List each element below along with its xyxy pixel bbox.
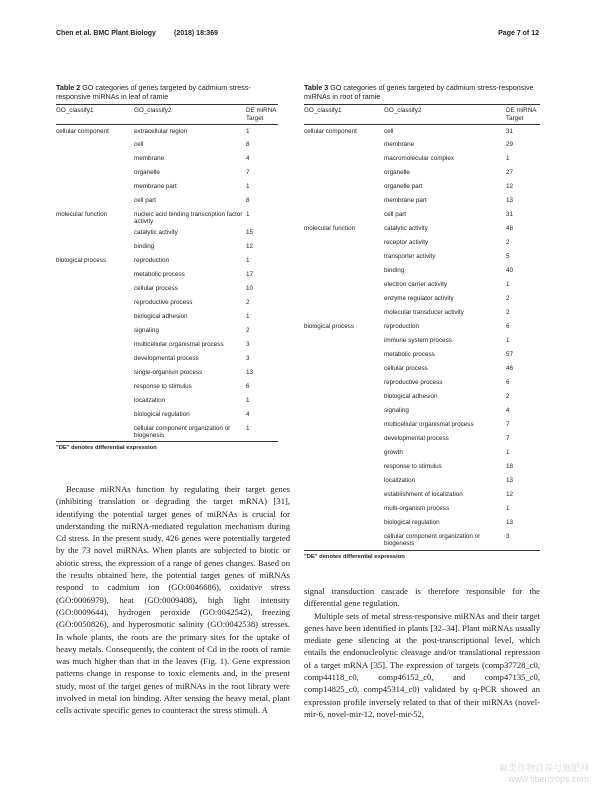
- table-2-header-row: [56, 105, 278, 124]
- table-cell: biological regulation: [134, 410, 190, 418]
- table-cell: [56, 380, 134, 394]
- table-cell: 6: [506, 323, 510, 331]
- table-cell: [304, 166, 384, 180]
- table-cell: signaling: [134, 326, 159, 334]
- watermark: [499, 763, 589, 785]
- table-cell: reproduction: [134, 256, 170, 264]
- table-cell: receptor activity: [384, 239, 429, 247]
- table-cell: organelle: [134, 169, 160, 177]
- table-cell: [304, 250, 384, 264]
- table-row: [56, 208, 278, 225]
- table-cell: [56, 352, 134, 366]
- page-number: Page 7 of 12: [498, 30, 539, 37]
- table-cell: reproductive process: [384, 379, 443, 387]
- table-cell: 2: [506, 309, 510, 317]
- table-cell: 1: [246, 396, 250, 404]
- table-cell: 1: [246, 211, 250, 219]
- table-cell: 3: [246, 354, 250, 362]
- table-cell: 2: [246, 326, 250, 334]
- table-cell: [304, 516, 384, 530]
- table-cell: 6: [246, 382, 250, 390]
- table-header-cell: GO_classify1: [304, 105, 384, 124]
- table-cell: cell part: [384, 211, 407, 219]
- table-cell: [56, 180, 134, 194]
- table-row: [56, 296, 278, 310]
- table-cell: 10: [246, 284, 254, 292]
- table-row: [56, 254, 278, 268]
- table-cell: establishment of localization: [384, 491, 463, 499]
- table-cell: [56, 152, 134, 166]
- table-header-cell: GO_classify2: [134, 105, 246, 124]
- table-3-header-row: [304, 105, 540, 124]
- table-row: [304, 432, 540, 446]
- table-cell: response to stimulus: [384, 463, 442, 471]
- table-cell: 1: [506, 155, 510, 163]
- table-cell: immune system process: [384, 337, 452, 345]
- table-row: [304, 530, 540, 550]
- table-cell: [304, 306, 384, 320]
- table-cell: 13: [506, 197, 514, 205]
- table-cell: enzyme regulator activity: [384, 295, 454, 303]
- table-cell: membrane part: [134, 183, 177, 191]
- table-2-grid: [56, 104, 278, 442]
- table-cell: [304, 264, 384, 278]
- table-cell: 13: [506, 519, 514, 527]
- table-cell: [56, 138, 134, 152]
- table-row: [56, 226, 278, 240]
- table-cell: 29: [506, 141, 514, 149]
- table-row: [56, 380, 278, 394]
- table-cell: 18: [506, 463, 514, 471]
- table-cell: 4: [246, 410, 250, 418]
- table-cell: [56, 422, 134, 442]
- table-row: [304, 334, 540, 348]
- table-cell: 2: [506, 239, 510, 247]
- table-cell: 2: [506, 393, 510, 401]
- table-cell: 31: [506, 127, 514, 135]
- table-cell: 2: [246, 298, 250, 306]
- table-cell: [304, 530, 384, 550]
- table-row: [304, 362, 540, 376]
- table-cell: membrane: [384, 141, 415, 149]
- table-row: [304, 208, 540, 222]
- table-cell: [304, 460, 384, 474]
- table-cell: 8: [246, 197, 250, 205]
- table-cell: [304, 278, 384, 292]
- page-header: [56, 30, 539, 44]
- table-cell: [56, 226, 134, 240]
- table-cell: 13: [246, 368, 254, 376]
- running-head-citation: (2018) 18:369: [174, 30, 218, 37]
- table-row: [304, 194, 540, 208]
- table-cell: 1: [246, 312, 250, 320]
- table-row: [56, 282, 278, 296]
- table-row: [304, 474, 540, 488]
- table-cell: [304, 376, 384, 390]
- table-row: [56, 310, 278, 324]
- table-cell: 57: [506, 351, 514, 359]
- table-cell: 31: [506, 211, 514, 219]
- table-cell: 13: [506, 477, 514, 485]
- table-cell: 1: [506, 505, 510, 513]
- table-cell: cellular component: [56, 127, 109, 135]
- running-head-authors: Chen et al. BMC Plant Biology: [56, 30, 156, 37]
- table-cell: macromolecular complex: [384, 155, 454, 163]
- table-cell: [304, 446, 384, 460]
- table-row: [304, 292, 540, 306]
- table-cell: 3: [246, 340, 250, 348]
- table-cell: 27: [506, 169, 514, 177]
- table-row: [56, 338, 278, 352]
- table-cell: 8: [246, 141, 250, 149]
- body-column-left: [56, 483, 290, 717]
- table-cell: cellular component organization or biogenesis: [134, 422, 246, 442]
- table-row: [304, 460, 540, 474]
- table-cell: reproduction: [384, 323, 420, 331]
- table-cell: metabolic process: [134, 270, 185, 278]
- table-row: [304, 376, 540, 390]
- table-cell: nucleic acid binding transcription factor activity: [134, 211, 243, 226]
- table-cell: 17: [246, 270, 254, 278]
- table-cell: electron carrier activity: [384, 281, 447, 289]
- table-header-cell: DE miRNA Target: [246, 105, 278, 124]
- table-cell: [56, 324, 134, 338]
- body-paragraph: signal transduction cascade is therefore responsible for the differential gene regulation.: [304, 586, 540, 609]
- body-paragraph: Multiple sets of metal stress-responsive miRNAs and their target genes have been identified in plants [32–34]. Plant miRNAs usually mediate gene silencing at the post-transcriptional level, which entails the endonucleolytic cleavage and/or translational repression of a target mRNA [35]. The expression of targets (comp37728_c0, comp44118_c0, comp46152_c0, and comp47135_c0, comp14825_c0, comp45314_c0) validated by q-PCR showed an expression profile inversely related to that of their miRNAs (novel-mir-6, novel-mir-12, novel-mir-52,: [304, 610, 540, 719]
- table-row: [304, 236, 540, 250]
- table-header-cell: DE miRNA Target: [506, 105, 540, 124]
- table-cell: molecular function: [304, 225, 356, 233]
- table-3-grid: [304, 104, 540, 550]
- table-cell: molecular function: [56, 211, 108, 219]
- table-cell: [304, 390, 384, 404]
- table-cell: [304, 208, 384, 222]
- table-cell: [56, 282, 134, 296]
- table-cell: 1: [506, 449, 510, 457]
- table-cell: molecular transducer activity: [384, 309, 464, 317]
- table-row: [56, 240, 278, 254]
- table-row: [56, 194, 278, 208]
- table-cell: [56, 296, 134, 310]
- table-row: [304, 390, 540, 404]
- table-cell: extracellular region: [134, 127, 188, 135]
- table-cell: 48: [506, 225, 514, 233]
- table-cell: cell part: [134, 197, 157, 205]
- table-cell: [304, 292, 384, 306]
- table-cell: [56, 268, 134, 282]
- table-cell: cellular process: [384, 365, 428, 373]
- table-row: [56, 366, 278, 380]
- table-cell: 40: [506, 267, 514, 275]
- table-row: [56, 180, 278, 194]
- table-cell: localization: [384, 477, 416, 485]
- table-cell: 5: [506, 253, 510, 261]
- table-cell: [304, 404, 384, 418]
- table-3-caption: [304, 84, 540, 101]
- table-cell: biological process: [304, 323, 355, 331]
- table-row: [304, 180, 540, 194]
- table-cell: membrane: [134, 155, 165, 163]
- table-cell: [56, 240, 134, 254]
- table-cell: multicellular organismal process: [134, 340, 224, 348]
- table-2: [56, 84, 278, 452]
- table-row: [56, 324, 278, 338]
- table-cell: 1: [506, 337, 510, 345]
- table-cell: organelle: [384, 169, 410, 177]
- table-cell: [304, 194, 384, 208]
- table-2-body: [56, 124, 278, 441]
- table-row: [304, 446, 540, 460]
- table-3-body: [304, 124, 540, 550]
- table-row: [304, 278, 540, 292]
- table-row: [304, 138, 540, 152]
- table-row: [304, 320, 540, 334]
- table-2-caption-text: GO categories of genes targeted by cadmium stress-responsive miRNAs in leaf of ramie: [56, 83, 251, 101]
- table-row: [56, 124, 278, 138]
- table-row: [304, 166, 540, 180]
- table-cell: signaling: [384, 407, 409, 415]
- table-cell: catalytic activity: [134, 228, 178, 236]
- table-row: [304, 418, 540, 432]
- table-cell: 7: [506, 435, 510, 443]
- table-cell: [56, 338, 134, 352]
- table-cell: 7: [246, 169, 250, 177]
- table-cell: biological adhesion: [384, 393, 438, 401]
- body-column-right: [304, 585, 540, 720]
- table-3-caption-text: GO categories of genes targeted by cadmium stress-responsive miRNAs in root of ramie: [304, 83, 534, 101]
- table-cell: cell: [134, 141, 144, 149]
- table-cell: 1: [246, 256, 250, 264]
- table-cell: [56, 194, 134, 208]
- table-cell: 1: [506, 281, 510, 289]
- table-cell: 12: [506, 491, 514, 499]
- table-cell: 15: [246, 228, 254, 236]
- table-header-cell: GO_classify2: [384, 105, 506, 124]
- body-paragraph: Because miRNAs function by regulating their target genes (inhibiting translation or degrading the target mRNA) [31], identifying the potential target genes of miRNAs is crucial for understanding the miRNA-mediated regulation mechanism during Cd stress. In the present study, 426 genes were potentially targeted by the 73 novel miRNAs. When plants are subjected to biotic or abiotic stress, the expression of a range of genes changes. Based on the results obtained here, the potential target genes of miRNAs respond to cadmium ion (GO:0046686), oxidative stress (GO:0006979), heat (GO:0009408), high light intensity (GO:0009644), hydrogen peroxide (GO:0042542), freezing (GO:0050826), and hyperosmotic salinity (GO:0042538) stresses. In whole plants, the roots are the primary sites for the uptake of heavy metals. Consequently, the content of Cd in the roots of ramie was much higher than that in the leaves (Fig. 1). Gene expression patterns change in response to toxic elements and, in the present study, most of the target genes of miRNAs in the root library were involved in metal ion binding. After sensing the heavy metal, plant cells activate specific genes to counteract the stress stimuli. A: [56, 484, 290, 716]
- table-cell: 7: [506, 421, 510, 429]
- table-cell: [304, 180, 384, 194]
- table-cell: [304, 418, 384, 432]
- table-row: [304, 488, 540, 502]
- table-cell: transporter activity: [384, 253, 436, 261]
- table-row: [304, 222, 540, 236]
- table-row: [56, 268, 278, 282]
- table-cell: metabolic process: [384, 351, 435, 359]
- table-cell: single-organism process: [134, 368, 203, 376]
- table-row: [56, 352, 278, 366]
- table-row: [304, 516, 540, 530]
- table-cell: biological regulation: [384, 519, 440, 527]
- table-row: [56, 138, 278, 152]
- table-cell: multicellular organismal process: [384, 421, 474, 429]
- table-cell: multi-organism process: [384, 505, 450, 513]
- table-cell: 12: [246, 242, 254, 250]
- table-cell: localization: [134, 396, 166, 404]
- table-cell: response to stimulus: [134, 382, 192, 390]
- table-cell: biological process: [56, 256, 107, 264]
- table-row: [304, 124, 540, 138]
- table-cell: 3: [506, 530, 540, 550]
- table-row: [56, 408, 278, 422]
- table-cell: developmental process: [134, 354, 199, 362]
- table-cell: cellular component: [304, 127, 357, 135]
- table-cell: [56, 310, 134, 324]
- table-cell: [304, 474, 384, 488]
- table-cell: [304, 236, 384, 250]
- table-2-caption: [56, 84, 278, 101]
- table-row: [304, 250, 540, 264]
- table-2-footnote: "DE" denotes differential expression: [56, 445, 157, 452]
- table-3: [304, 84, 540, 560]
- table-row: [304, 348, 540, 362]
- table-cell: growth: [384, 449, 403, 457]
- table-cell: cellular component organization or biogenesis: [384, 530, 506, 550]
- table-row: [304, 264, 540, 278]
- table-cell: [304, 502, 384, 516]
- table-cell: [304, 138, 384, 152]
- table-cell: [56, 408, 134, 422]
- table-cell: 1: [246, 422, 278, 442]
- table-row: [304, 306, 540, 320]
- table-cell: 6: [506, 379, 510, 387]
- table-cell: catalytic activity: [384, 225, 428, 233]
- table-cell: 1: [246, 183, 250, 191]
- table-header-cell: GO_classify1: [56, 105, 134, 124]
- table-cell: membrane part: [384, 197, 427, 205]
- table-cell: cellular process: [134, 284, 178, 292]
- table-cell: [304, 488, 384, 502]
- table-3-footnote: "DE" denotes differential expression: [304, 553, 405, 560]
- table-cell: [56, 366, 134, 380]
- table-row: [56, 166, 278, 180]
- table-row: [56, 422, 278, 442]
- table-row: [56, 394, 278, 408]
- table-cell: [304, 334, 384, 348]
- table-row: [304, 502, 540, 516]
- table-cell: developmental process: [384, 435, 449, 443]
- table-cell: 4: [506, 407, 510, 415]
- table-cell: 12: [506, 183, 514, 191]
- table-cell: organelle part: [384, 183, 423, 191]
- table-cell: [304, 152, 384, 166]
- table-row: [56, 152, 278, 166]
- table-cell: [56, 166, 134, 180]
- table-cell: reproductive process: [134, 298, 193, 306]
- table-cell: [304, 348, 384, 362]
- table-3-label: Table 3: [304, 83, 329, 92]
- watermark-line: 麻类作物营养与施肥网: [498, 763, 589, 773]
- table-2-label: Table 2: [56, 83, 81, 92]
- table-cell: 46: [506, 365, 514, 373]
- table-cell: biological adhesion: [134, 312, 188, 320]
- table-row: [304, 404, 540, 418]
- watermark-line: www.fibercrops.com: [508, 774, 589, 784]
- table-row: [304, 152, 540, 166]
- table-cell: binding: [134, 242, 155, 250]
- table-cell: 2: [506, 295, 510, 303]
- table-cell: binding: [384, 267, 405, 275]
- table-cell: cell: [384, 127, 394, 135]
- table-cell: [56, 394, 134, 408]
- table-cell: 1: [246, 127, 250, 135]
- table-cell: [304, 432, 384, 446]
- table-cell: [304, 362, 384, 376]
- table-cell: 4: [246, 155, 250, 163]
